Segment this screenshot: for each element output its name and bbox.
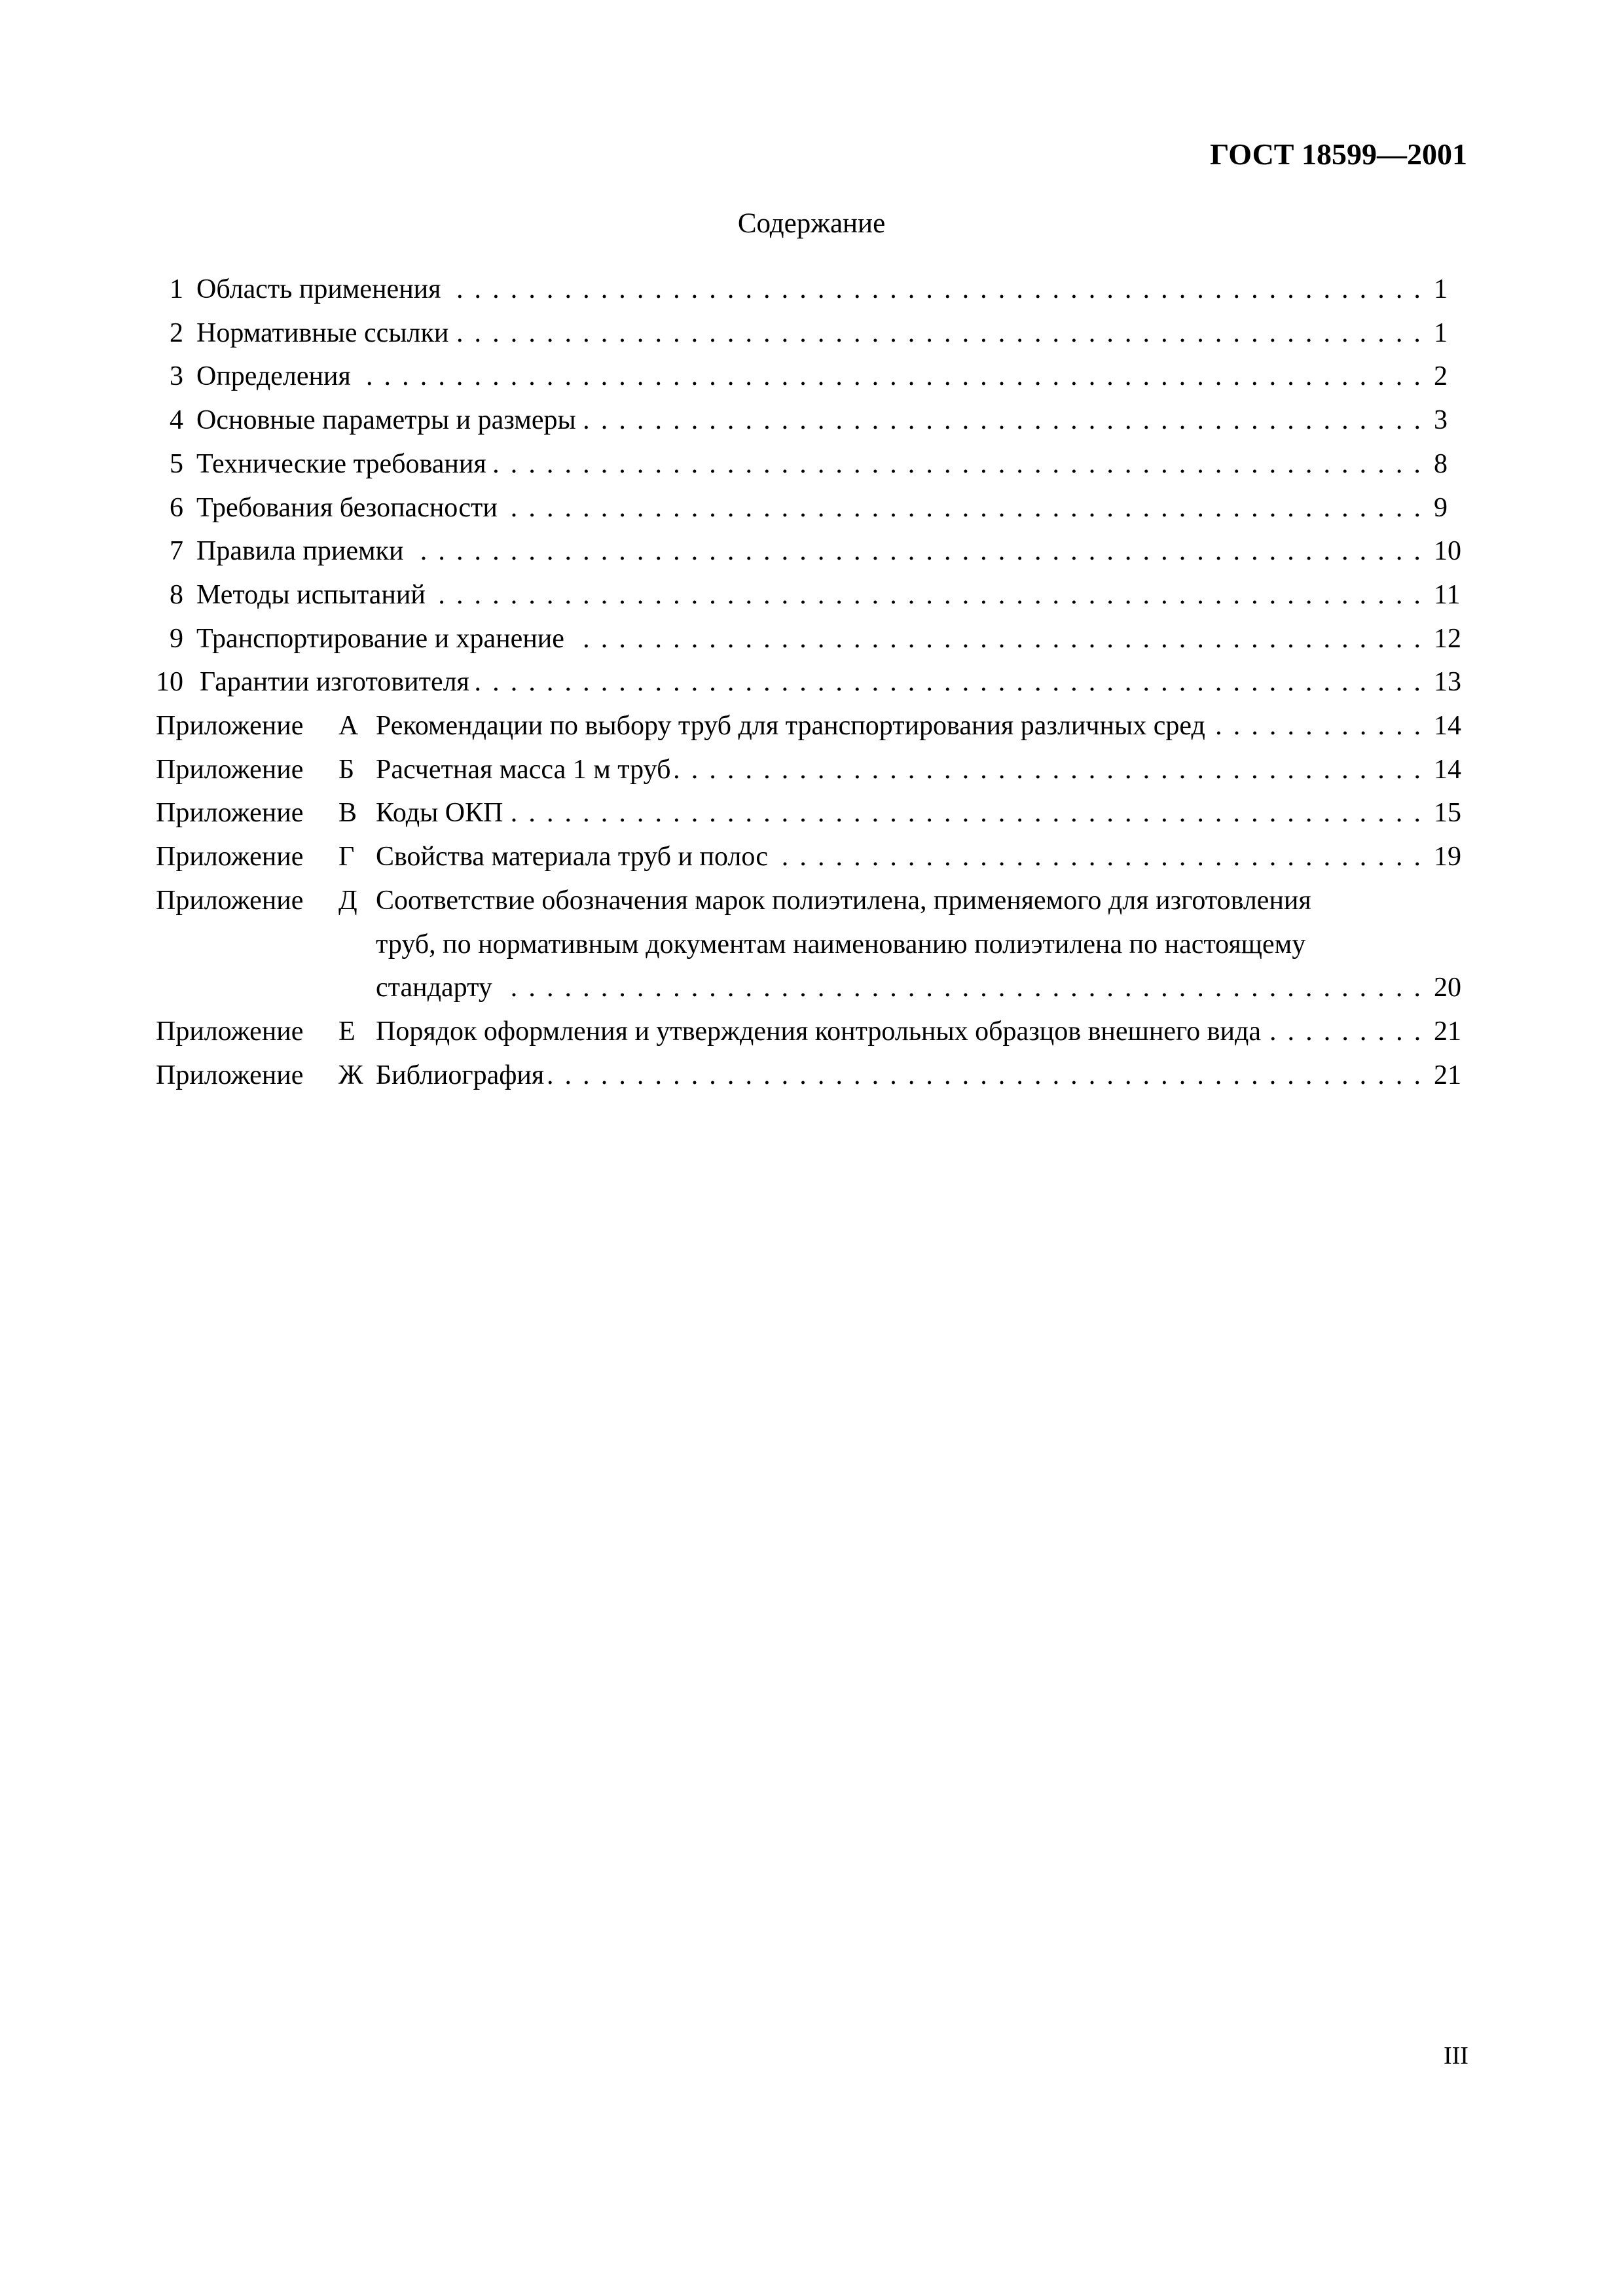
toc-entry[interactable] bbox=[0, 314, 1623, 353]
section-title: Область применения bbox=[196, 274, 441, 304]
appendix-letter: Е bbox=[338, 1016, 356, 1047]
dot-leader: . . . . . . . . . . . . . . . . . . . . . . . . . . . . . . . . . . . . . . . . . . . . . . . bbox=[583, 405, 1421, 436]
page-ref: 14 bbox=[1434, 754, 1461, 785]
appendix-letter: А bbox=[338, 711, 359, 741]
dot-leader: . . . . . . . . . . . . . . . . . . . . . . . . . . . . . . . . . . . . . . . . . . . . . . . . . . . . . . . . . . . bbox=[365, 361, 1421, 392]
toc-entry[interactable] bbox=[0, 619, 1623, 658]
toc-appendix-entry[interactable] bbox=[0, 793, 1623, 833]
appendix-title: Порядок оформления и утверждения контрольных образцов внешнего вида bbox=[376, 1016, 1261, 1047]
appendix-word: Приложение bbox=[156, 885, 304, 916]
appendix-word: Приложение bbox=[156, 754, 304, 785]
appendix-word: Приложение bbox=[156, 1060, 304, 1090]
toc-entry[interactable] bbox=[0, 357, 1623, 396]
section-title: Основные параметры и размеры bbox=[196, 405, 576, 436]
section-title: Технические требования bbox=[196, 448, 486, 479]
dot-leader: . . . . . . . . . . . . . . . . . . . . . . . . . . . . . . . . . . . . . . . . . . . . . . . . . . . . . . . bbox=[438, 579, 1421, 610]
section-number: 5 bbox=[170, 448, 183, 479]
dot-leader: . . . . . . . . . bbox=[1269, 1016, 1421, 1047]
appendix-title: Библиография bbox=[376, 1060, 545, 1090]
section-title: Требования безопасности bbox=[196, 492, 498, 523]
toc-entry[interactable] bbox=[0, 444, 1623, 484]
section-number: 9 bbox=[170, 623, 183, 654]
appendix-title: Рекомендации по выбору труб для транспортирования различных сред bbox=[376, 711, 1205, 741]
appendix-title: Свойства материала труб и полос bbox=[376, 842, 769, 872]
dot-leader: . . . . . . . . . . . . . . . . . . . . . . . . . . . . . . . . . . . . . . . . . . . . . . . . . . . . bbox=[492, 448, 1421, 479]
page-ref: 21 bbox=[1434, 1060, 1461, 1090]
page-ref: 2 bbox=[1434, 361, 1448, 392]
page-ref: 3 bbox=[1434, 405, 1448, 436]
toc-appendix-entry[interactable] bbox=[0, 837, 1623, 876]
appendix-title: Соответствие обозначения марок полиэтилена, применяемого для изготовления bbox=[376, 885, 1311, 916]
page-ref: 19 bbox=[1434, 842, 1461, 872]
section-number: 3 bbox=[170, 361, 183, 392]
toc-appendix-entry[interactable] bbox=[0, 1056, 1623, 1095]
section-number: 6 bbox=[170, 492, 183, 523]
page-ref: 20 bbox=[1434, 973, 1461, 1003]
appendix-letter: В bbox=[338, 798, 357, 829]
appendix-word: Приложение bbox=[156, 842, 304, 872]
appendix-letter: Д bbox=[338, 885, 357, 916]
appendix-title: Коды ОКП bbox=[376, 798, 503, 829]
section-title: Гарантии изготовителя bbox=[200, 667, 469, 698]
dot-leader: . . . . . . . . . . . . . . . . . . . . . . . . . . . . . . . . . . . . bbox=[781, 842, 1421, 872]
appendix-title: стандарту bbox=[376, 973, 492, 1003]
section-title: Транспортирование и хранение bbox=[196, 623, 564, 654]
appendix-title: Расчетная масса 1 м труб bbox=[376, 754, 671, 785]
section-title: Нормативные ссылки bbox=[196, 317, 449, 348]
toc-entry[interactable] bbox=[0, 270, 1623, 309]
document-code-header: ГОСТ 18599—2001 bbox=[1210, 137, 1467, 171]
page-ref: 10 bbox=[1434, 536, 1461, 567]
dot-leader: . . . . . . . . . . . . bbox=[1215, 711, 1421, 741]
section-number: 10 bbox=[156, 667, 183, 698]
toc-entry[interactable] bbox=[0, 401, 1623, 440]
section-title: Определения bbox=[196, 361, 351, 392]
toc-appendix-entry[interactable] bbox=[0, 706, 1623, 745]
dot-leader: . . . . . . . . . . . . . . . . . . . . . . . . . . . . . . . . . . . . . . . . . . . . . . . bbox=[583, 623, 1421, 654]
toc-appendix-entry[interactable] bbox=[0, 1012, 1623, 1051]
page-ref: 9 bbox=[1434, 492, 1448, 523]
dot-leader: . . . . . . . . . . . . . . . . . . . . . . . . . . . . . . . . . . . . . . . . . . . . . . . . . . . bbox=[510, 492, 1421, 523]
dot-leader: . . . . . . . . . . . . . . . . . . . . . . . . . . . . . . . . . . . . . . . . . . . . . . . . . . . bbox=[510, 798, 1421, 829]
page-number: III bbox=[1444, 2042, 1468, 2070]
toc-title: Содержание bbox=[737, 208, 886, 239]
page-ref: 15 bbox=[1434, 798, 1461, 829]
appendix-letter: Г bbox=[338, 842, 355, 872]
section-number: 8 bbox=[170, 579, 183, 610]
section-number: 4 bbox=[170, 405, 183, 436]
toc-appendix-continuation[interactable] bbox=[0, 925, 1623, 964]
toc-entry[interactable] bbox=[0, 531, 1623, 571]
toc-appendix-entry[interactable] bbox=[0, 750, 1623, 789]
page-ref: 13 bbox=[1434, 667, 1461, 698]
page-ref: 8 bbox=[1434, 448, 1448, 479]
section-number: 2 bbox=[170, 317, 183, 348]
page-ref: 11 bbox=[1434, 579, 1461, 610]
dot-leader: . . . . . . . . . . . . . . . . . . . . . . . . . . . . . . . . . . . . . . . . . . . . . . . . . . . bbox=[510, 973, 1421, 1003]
appendix-title: труб, по нормативным документам наименованию полиэтилена по настоящему bbox=[376, 929, 1306, 960]
dot-leader: . . . . . . . . . . . . . . . . . . . . . . . . . . . . . . . . . . . . . . . . . . . . . . . . . bbox=[546, 1060, 1421, 1090]
toc-entry[interactable] bbox=[0, 662, 1623, 702]
appendix-word: Приложение bbox=[156, 711, 304, 741]
dot-leader: . . . . . . . . . . . . . . . . . . . . . . . . . . . . . . . . . . . . . . . . . . bbox=[673, 754, 1421, 785]
section-number: 1 bbox=[170, 274, 183, 304]
section-number: 7 bbox=[170, 536, 183, 567]
page-ref: 21 bbox=[1434, 1016, 1461, 1047]
page-ref: 12 bbox=[1434, 623, 1461, 654]
page-ref: 14 bbox=[1434, 711, 1461, 741]
dot-leader: . . . . . . . . . . . . . . . . . . . . . . . . . . . . . . . . . . . . . . . . . . . . . . . . . . . . . . bbox=[456, 317, 1421, 348]
appendix-letter: Ж bbox=[338, 1060, 363, 1090]
page-ref: 1 bbox=[1434, 274, 1448, 304]
dot-leader: . . . . . . . . . . . . . . . . . . . . . . . . . . . . . . . . . . . . . . . . . . . . . . . . . . . . . bbox=[474, 667, 1421, 698]
section-title: Методы испытаний bbox=[196, 579, 426, 610]
toc-entry[interactable] bbox=[0, 488, 1623, 528]
toc-appendix-entry[interactable] bbox=[0, 881, 1623, 920]
toc-appendix-continuation[interactable] bbox=[0, 968, 1623, 1007]
dot-leader: . . . . . . . . . . . . . . . . . . . . . . . . . . . . . . . . . . . . . . . . . . . . . . . . . . . . . . . . bbox=[420, 536, 1421, 567]
appendix-letter: Б bbox=[338, 754, 355, 785]
appendix-word: Приложение bbox=[156, 1016, 304, 1047]
toc-entry[interactable] bbox=[0, 575, 1623, 615]
page-ref: 1 bbox=[1434, 317, 1448, 348]
dot-leader: . . . . . . . . . . . . . . . . . . . . . . . . . . . . . . . . . . . . . . . . . . . . . . . . . . . . . . bbox=[456, 274, 1421, 304]
section-title: Правила приемки bbox=[196, 536, 404, 567]
appendix-word: Приложение bbox=[156, 798, 304, 829]
